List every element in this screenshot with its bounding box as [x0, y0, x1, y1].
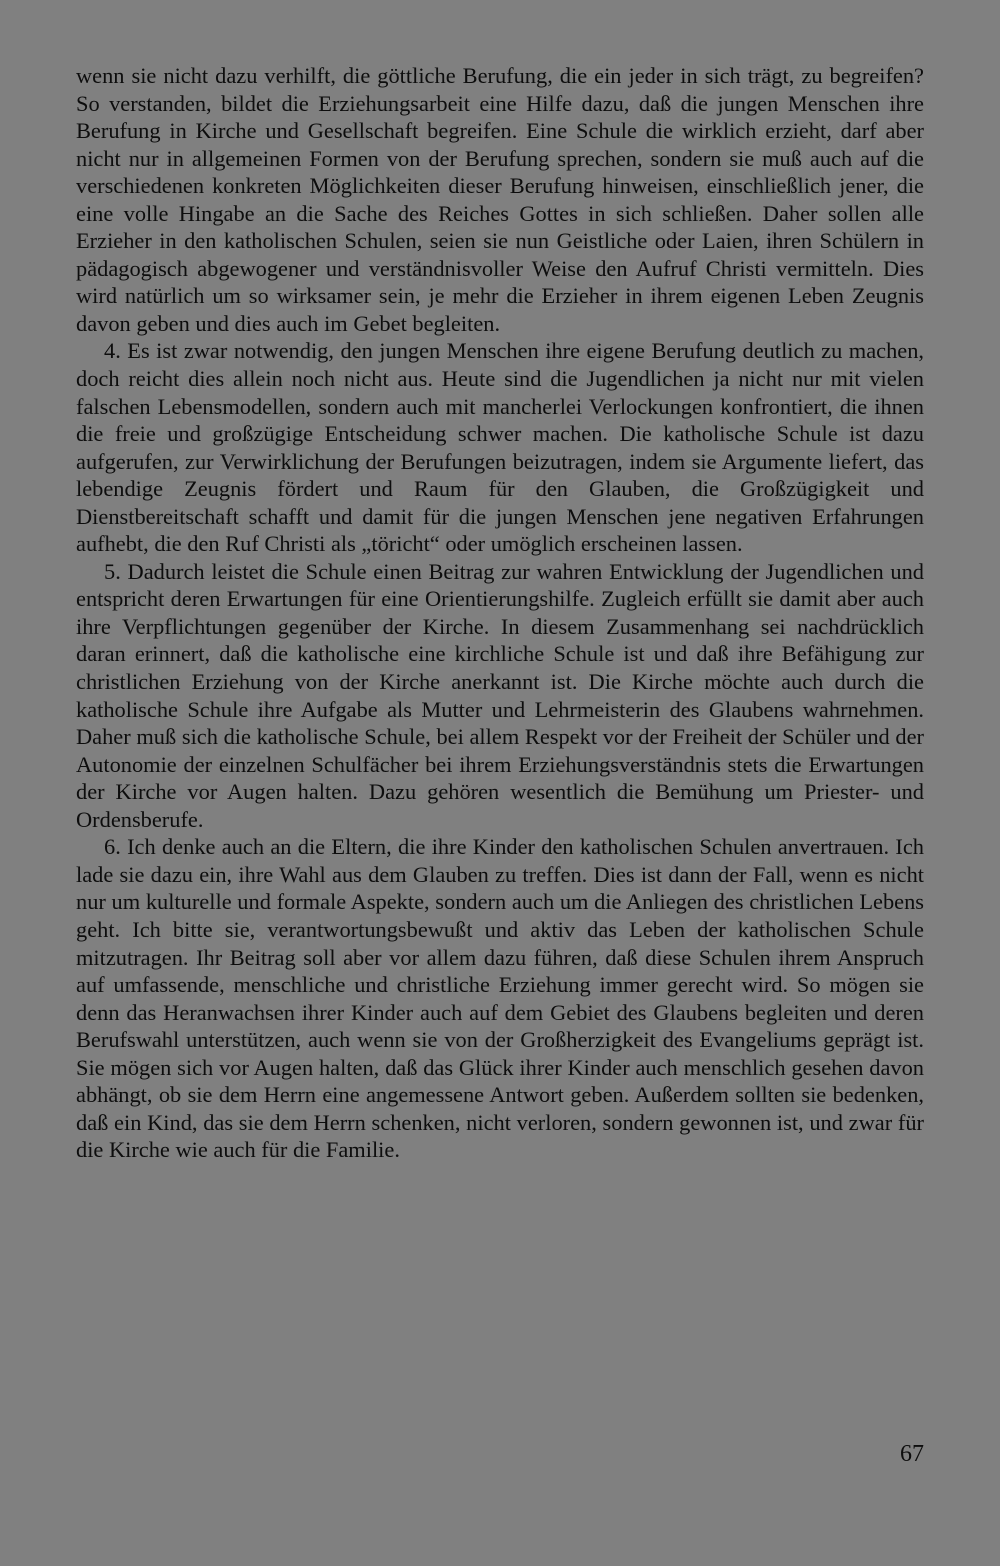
- paragraph-4: 4. Es ist zwar notwendig, den jungen Menschen ihre eigene Berufung deutlich zu machen, doch reicht dies allein noch nicht aus. Heute sind die Jugendlichen ja nicht nur mit vielen falschen Lebensmodellen, sondern auch mit mancherlei Verlockungen konfrontiert, die ihnen die freie und großzügige Entscheidung schwer machen. Die katholische Schule ist dazu aufgerufen, zur Verwirklichung der Berufungen beizutragen, indem sie Argumente liefert, das lebendige Zeugnis fördert und Raum für den Glauben, die Großzügigkeit und Dienstbereitschaft schafft und damit für die jungen Menschen jene negativen Erfahrungen aufhebt, die den Ruf Christi als „töricht“ oder umöglich erscheinen lassen.: [76, 338, 924, 557]
- paragraph-6: 6. Ich denke auch an die Eltern, die ihre Kinder den katholischen Schulen anvertrauen. Ich lade sie dazu ein, ihre Wahl aus dem Glauben zu treffen. Dies ist dann der Fall, wenn es nicht nur um kulturelle und formale Aspekte, sondern auch um die Anliegen des christlichen Lebens geht. Ich bitte sie, verantwortungsbewußt und aktiv das Leben der katholischen Schule mitzutragen. Ihr Beitrag soll aber vor allem dazu führen, daß diese Schulen ihrem Anspruch auf umfassende, menschliche und christliche Erziehung immer gerecht wird. So mögen sie denn das Heranwachsen ihrer Kinder auch auf dem Gebiet des Glaubens begleiten und deren Berufswahl unterstützen, auch wenn sie von der Großherzigkeit des Evangeliums geprägt ist. Sie mögen sich vor Augen halten, daß das Glück ihrer Kinder auch menschlich gesehen davon abhängt, ob sie dem Herrn eine angemessene Antwort geben. Außerdem sollten sie bedenken, daß ein Kind, das sie dem Herrn schenken, nicht verloren, sondern gewonnen ist, und zwar für die Kirche wie auch für die Familie.: [76, 834, 924, 1163]
- paragraph-continuation: wenn sie nicht dazu verhilft, die göttliche Berufung, die ein jeder in sich trägt, zu begreifen? So verstanden, bildet die Erziehungsarbeit eine Hilfe dazu, daß die jungen Menschen ihre Berufung in Kirche und Gesellschaft begreifen. Eine Schule die wirklich erzieht, darf aber nicht nur in allgemeinen Formen von der Berufung sprechen, sondern sie muß auch auf die verschiedenen konkreten Möglichkeiten dieser Berufung hinweisen, einschließlich jener, die eine volle Hingabe an die Sache des Reiches Gottes in sich schließen. Daher sollen alle Erzieher in den katholischen Schulen, seien sie nun Geistliche oder Laien, ihren Schülern in pädagogisch abgewogener und verständnisvoller Weise den Aufruf Christi vermitteln. Dies wird natürlich um so wirksamer sein, je mehr die Erzieher in ihrem eigenen Leben Zeugnis davon geben und dies auch im Gebet begleiten.: [76, 63, 924, 336]
- paragraph-5: 5. Dadurch leistet die Schule einen Beitrag zur wahren Entwicklung der Jugendlichen und entspricht deren Erwartungen für eine Orientierungshilfe. Zugleich erfüllt sie damit aber auch ihre Verpflichtungen gegenüber der Kirche. In diesem Zusammenhang sei nachdrücklich daran erinnert, daß die katholische eine kirchliche Schule ist und daß ihre Befähigung zur christlichen Erziehung von der Kirche anerkannt ist. Die Kirche möchte auch durch die katholische Schule ihre Aufgabe als Mutter und Lehrmeisterin des Glaubens wahrnehmen. Daher muß sich die katholische Schule, bei allem Respekt vor der Freiheit der Schüler und der Autonomie der einzelnen Schulfächer bei ihrem Erziehungsverständnis stets die Erwartungen der Kirche vor Augen halten. Dazu gehören wesentlich die Bemühung um Priester- und Ordensberufe.: [76, 558, 924, 832]
- page-number: 67: [900, 1441, 924, 1467]
- body-text: [76, 62, 924, 1164]
